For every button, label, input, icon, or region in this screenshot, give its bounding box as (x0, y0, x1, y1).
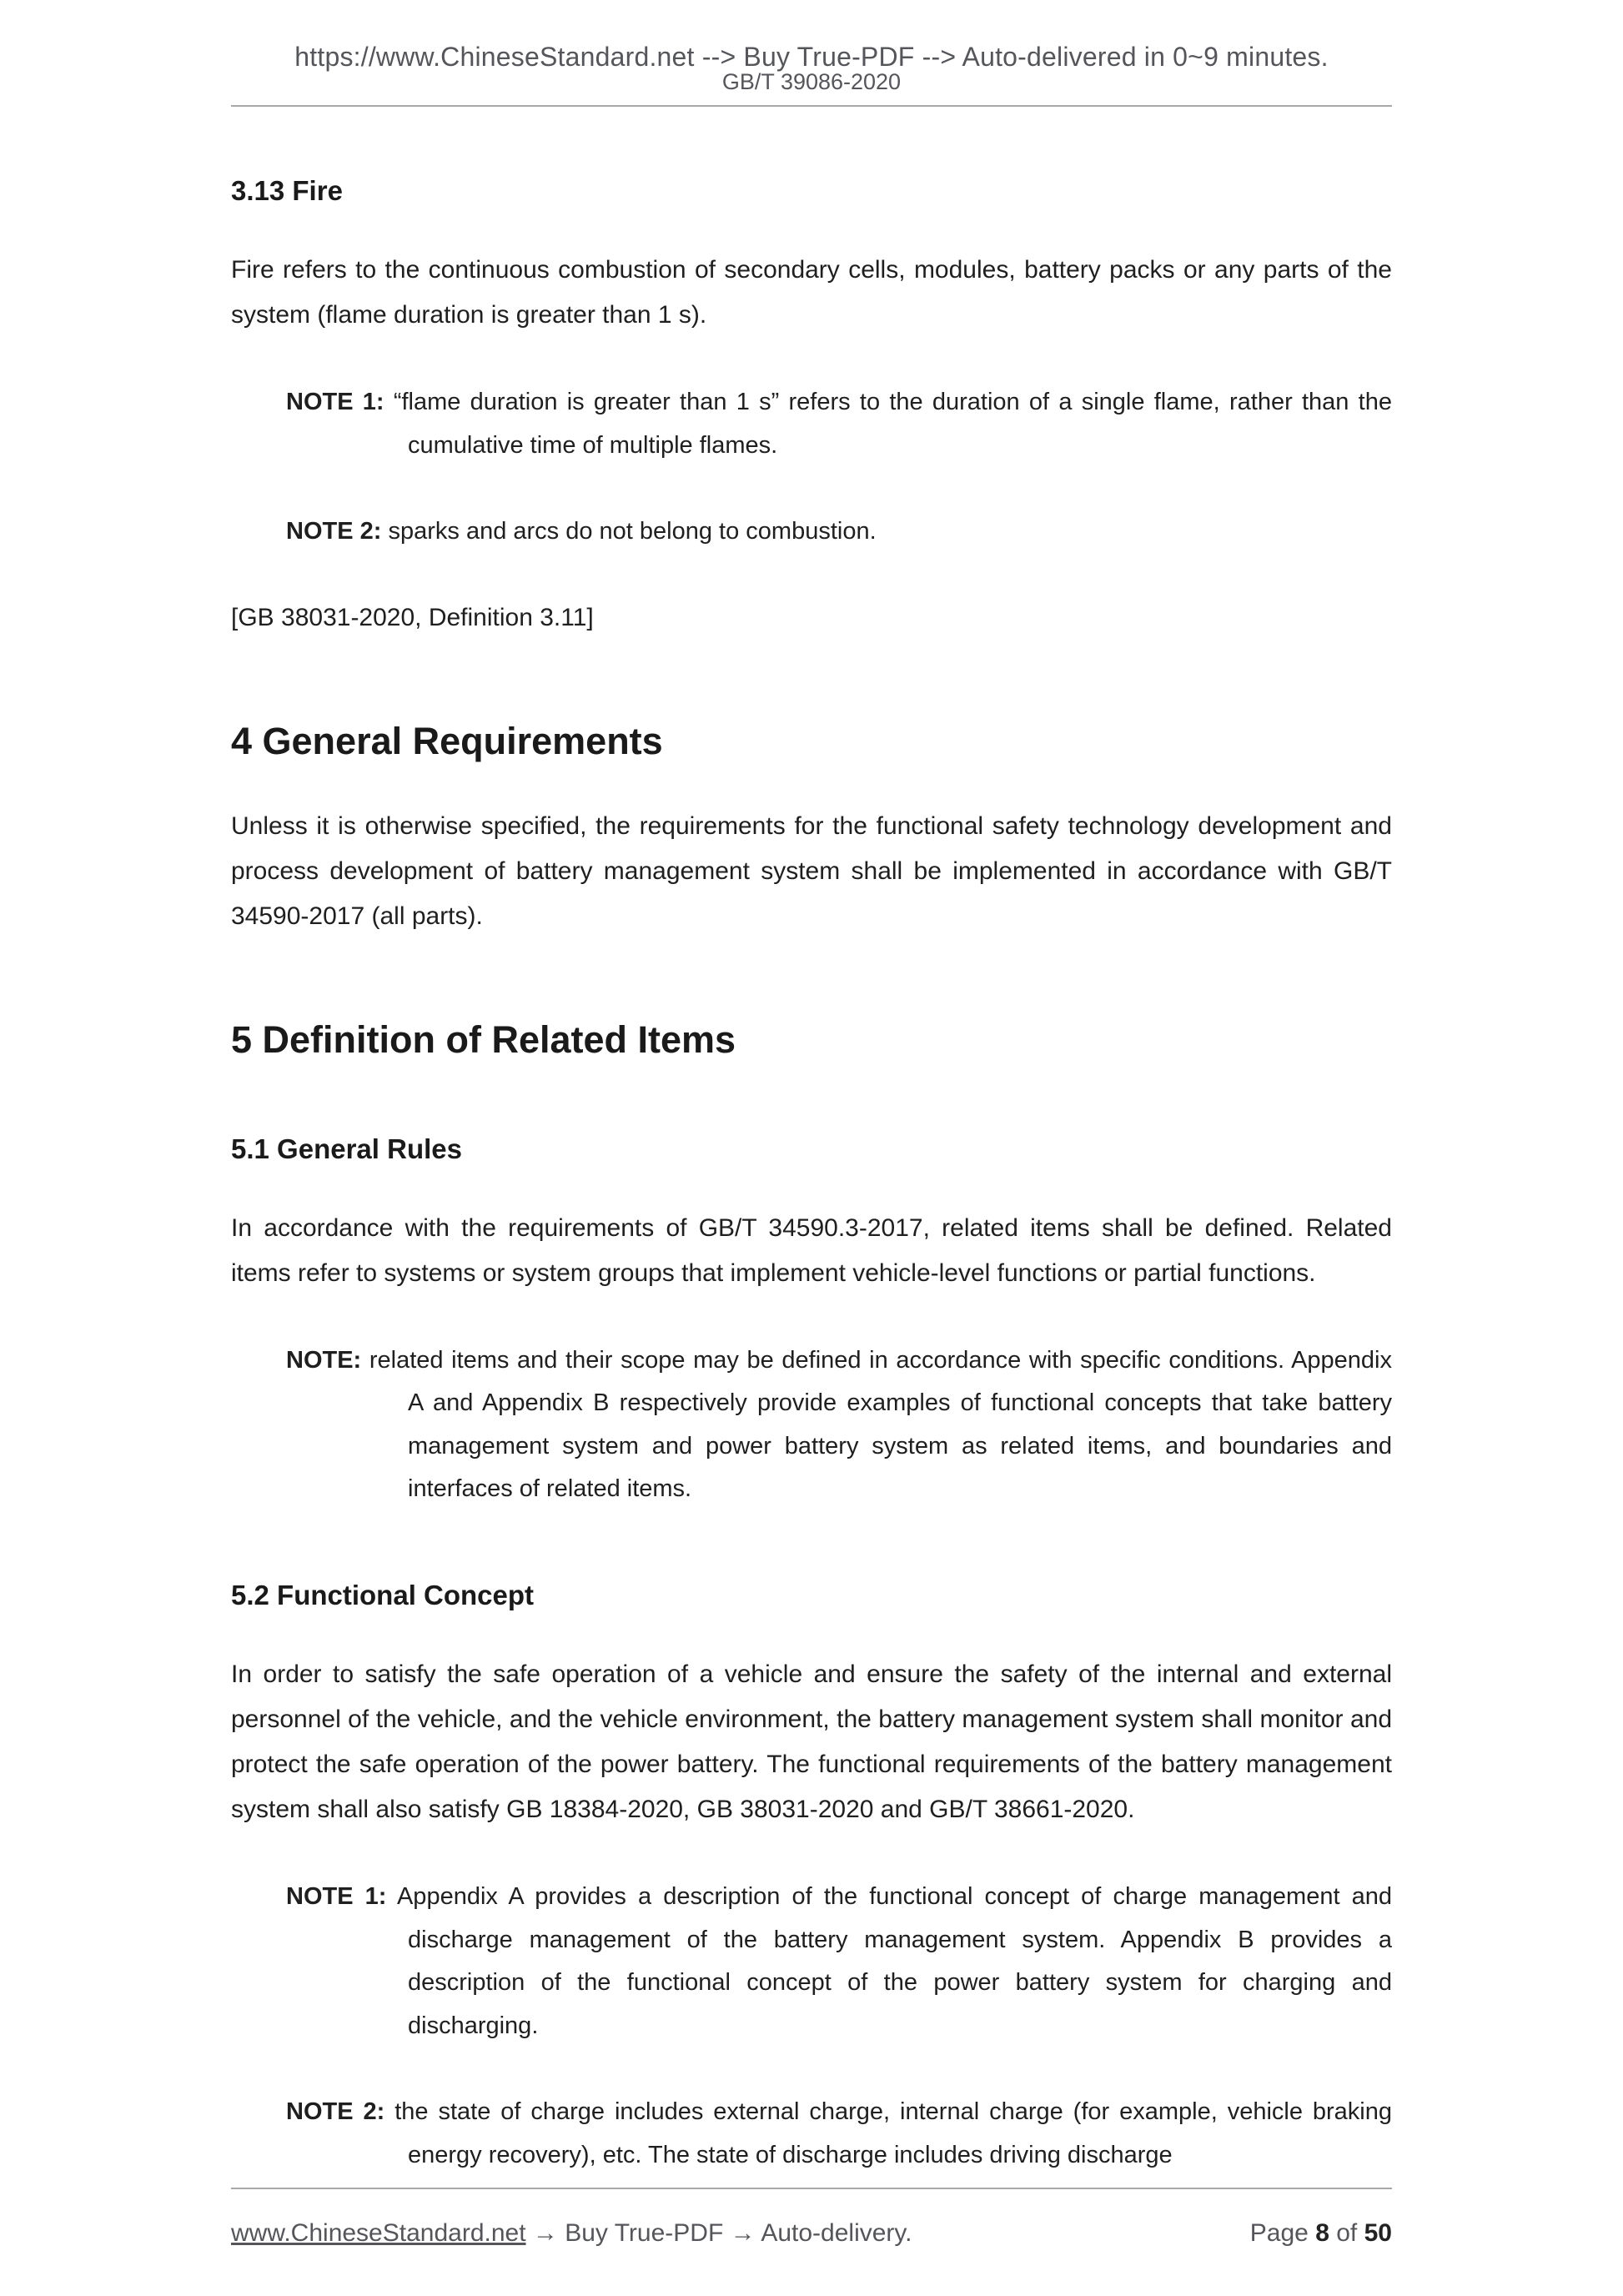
note-text: the state of charge includes external charge, internal charge (for example, vehicle braking energy recovery), etc. The state of discharge includes driving discharge (394, 2098, 1393, 2168)
note-block-1 (231, 381, 1392, 467)
footer-site-link[interactable]: www.ChineseStandard.net (231, 2219, 526, 2247)
heading-4-general-requirements: 4 General Requirements (231, 719, 663, 762)
source-reference: [GB 38031-2020, Definition 3.11] (231, 603, 594, 631)
note-block-2 (231, 510, 1392, 554)
note-block-5-1 (231, 1339, 1392, 1511)
arrow-icon: → (730, 2219, 756, 2247)
page-indicator (1250, 2219, 1392, 2248)
heading-5-1-general-rules: 5.1 General Rules (231, 1133, 462, 1164)
footer-buy-text: Buy True-PDF (565, 2219, 724, 2247)
paragraph-fire-definition: Fire refers to the continuous combustion of secondary cells, modules, battery packs or any parts of the system (flame duration is greater than 1 s). (231, 255, 1392, 329)
note-label: NOTE 2: (286, 518, 382, 545)
arrow-icon: → (532, 2219, 558, 2247)
footer-promo (231, 2219, 912, 2248)
footer-divider (231, 2188, 1392, 2189)
note-label: NOTE 1: (286, 388, 384, 415)
page-footer (231, 2188, 1392, 2296)
note-text: “flame duration is greater than 1 s” refers to the duration of a single flame, rather than the cumulative time of multiple flames. (393, 388, 1392, 459)
document-content (231, 173, 1392, 2178)
footer-delivery-text: Auto-delivery. (761, 2219, 912, 2247)
page-header (0, 0, 1623, 107)
note-text: related items and their scope may be defined in accordance with specific conditions. Appendix A and Appendix B respectively provide examples of functional concepts that take battery management system and power battery system as related items, and boundaries and interfaces of related items. (369, 1346, 1392, 1503)
note-block-5-2-1 (231, 1876, 1392, 2047)
total-page-number: 50 (1364, 2219, 1392, 2247)
paragraph-general-requirements: Unless it is otherwise specified, the requirements for the functional safety technology development and process development of battery management system shall be implemented in accordance with GB/T 34590-2017 (all parts). (231, 812, 1392, 931)
current-page-number: 8 (1315, 2219, 1329, 2247)
paragraph-functional-concept: In order to satisfy the safe operation of a vehicle and ensure the safety of the internal and external personnel of the vehicle, and the vehicle environment, the battery management system shall monitor and protect the safe operation of the power battery. The functional requirements of the battery management system shall also satisfy GB 18384-2020, GB 38031-2020 and GB/T 38661-2020. (231, 1660, 1392, 1823)
note-text: Appendix A provides a description of the functional concept of charge management and discharge management of the battery management system. Appendix B provides a description of the functional concept of the power battery system for charging and discharging. (396, 1882, 1392, 2039)
heading-5-2-functional-concept: 5.2 Functional Concept (231, 1580, 535, 1611)
header-divider (231, 105, 1392, 107)
note-label: NOTE 1: (286, 1882, 387, 1910)
note-text: sparks and arcs do not belong to combustion. (388, 518, 877, 545)
header-promo-text: https://www.ChineseStandard.net --> Buy True-PDF --> Auto-delivered in 0~9 minutes. (294, 42, 1329, 72)
of-label: of (1336, 2219, 1358, 2247)
note-label: NOTE 2: (286, 2098, 385, 2126)
heading-5-definition-related-items: 5 Definition of Related Items (231, 1018, 736, 1062)
footer-row (231, 2219, 1392, 2248)
note-block-5-2-2 (231, 2091, 1392, 2177)
heading-3-13-fire: 3.13 Fire (231, 175, 343, 206)
page-label: Page (1249, 2219, 1309, 2247)
doc-number: GB/T 39086-2020 (721, 69, 902, 94)
note-label: NOTE: (286, 1346, 362, 1374)
paragraph-general-rules: In accordance with the requirements of GB/T 34590.3-2017, related items shall be defined. Related items refer to systems or system groups that implement vehicle-level functions or partial functions. (231, 1213, 1392, 1287)
